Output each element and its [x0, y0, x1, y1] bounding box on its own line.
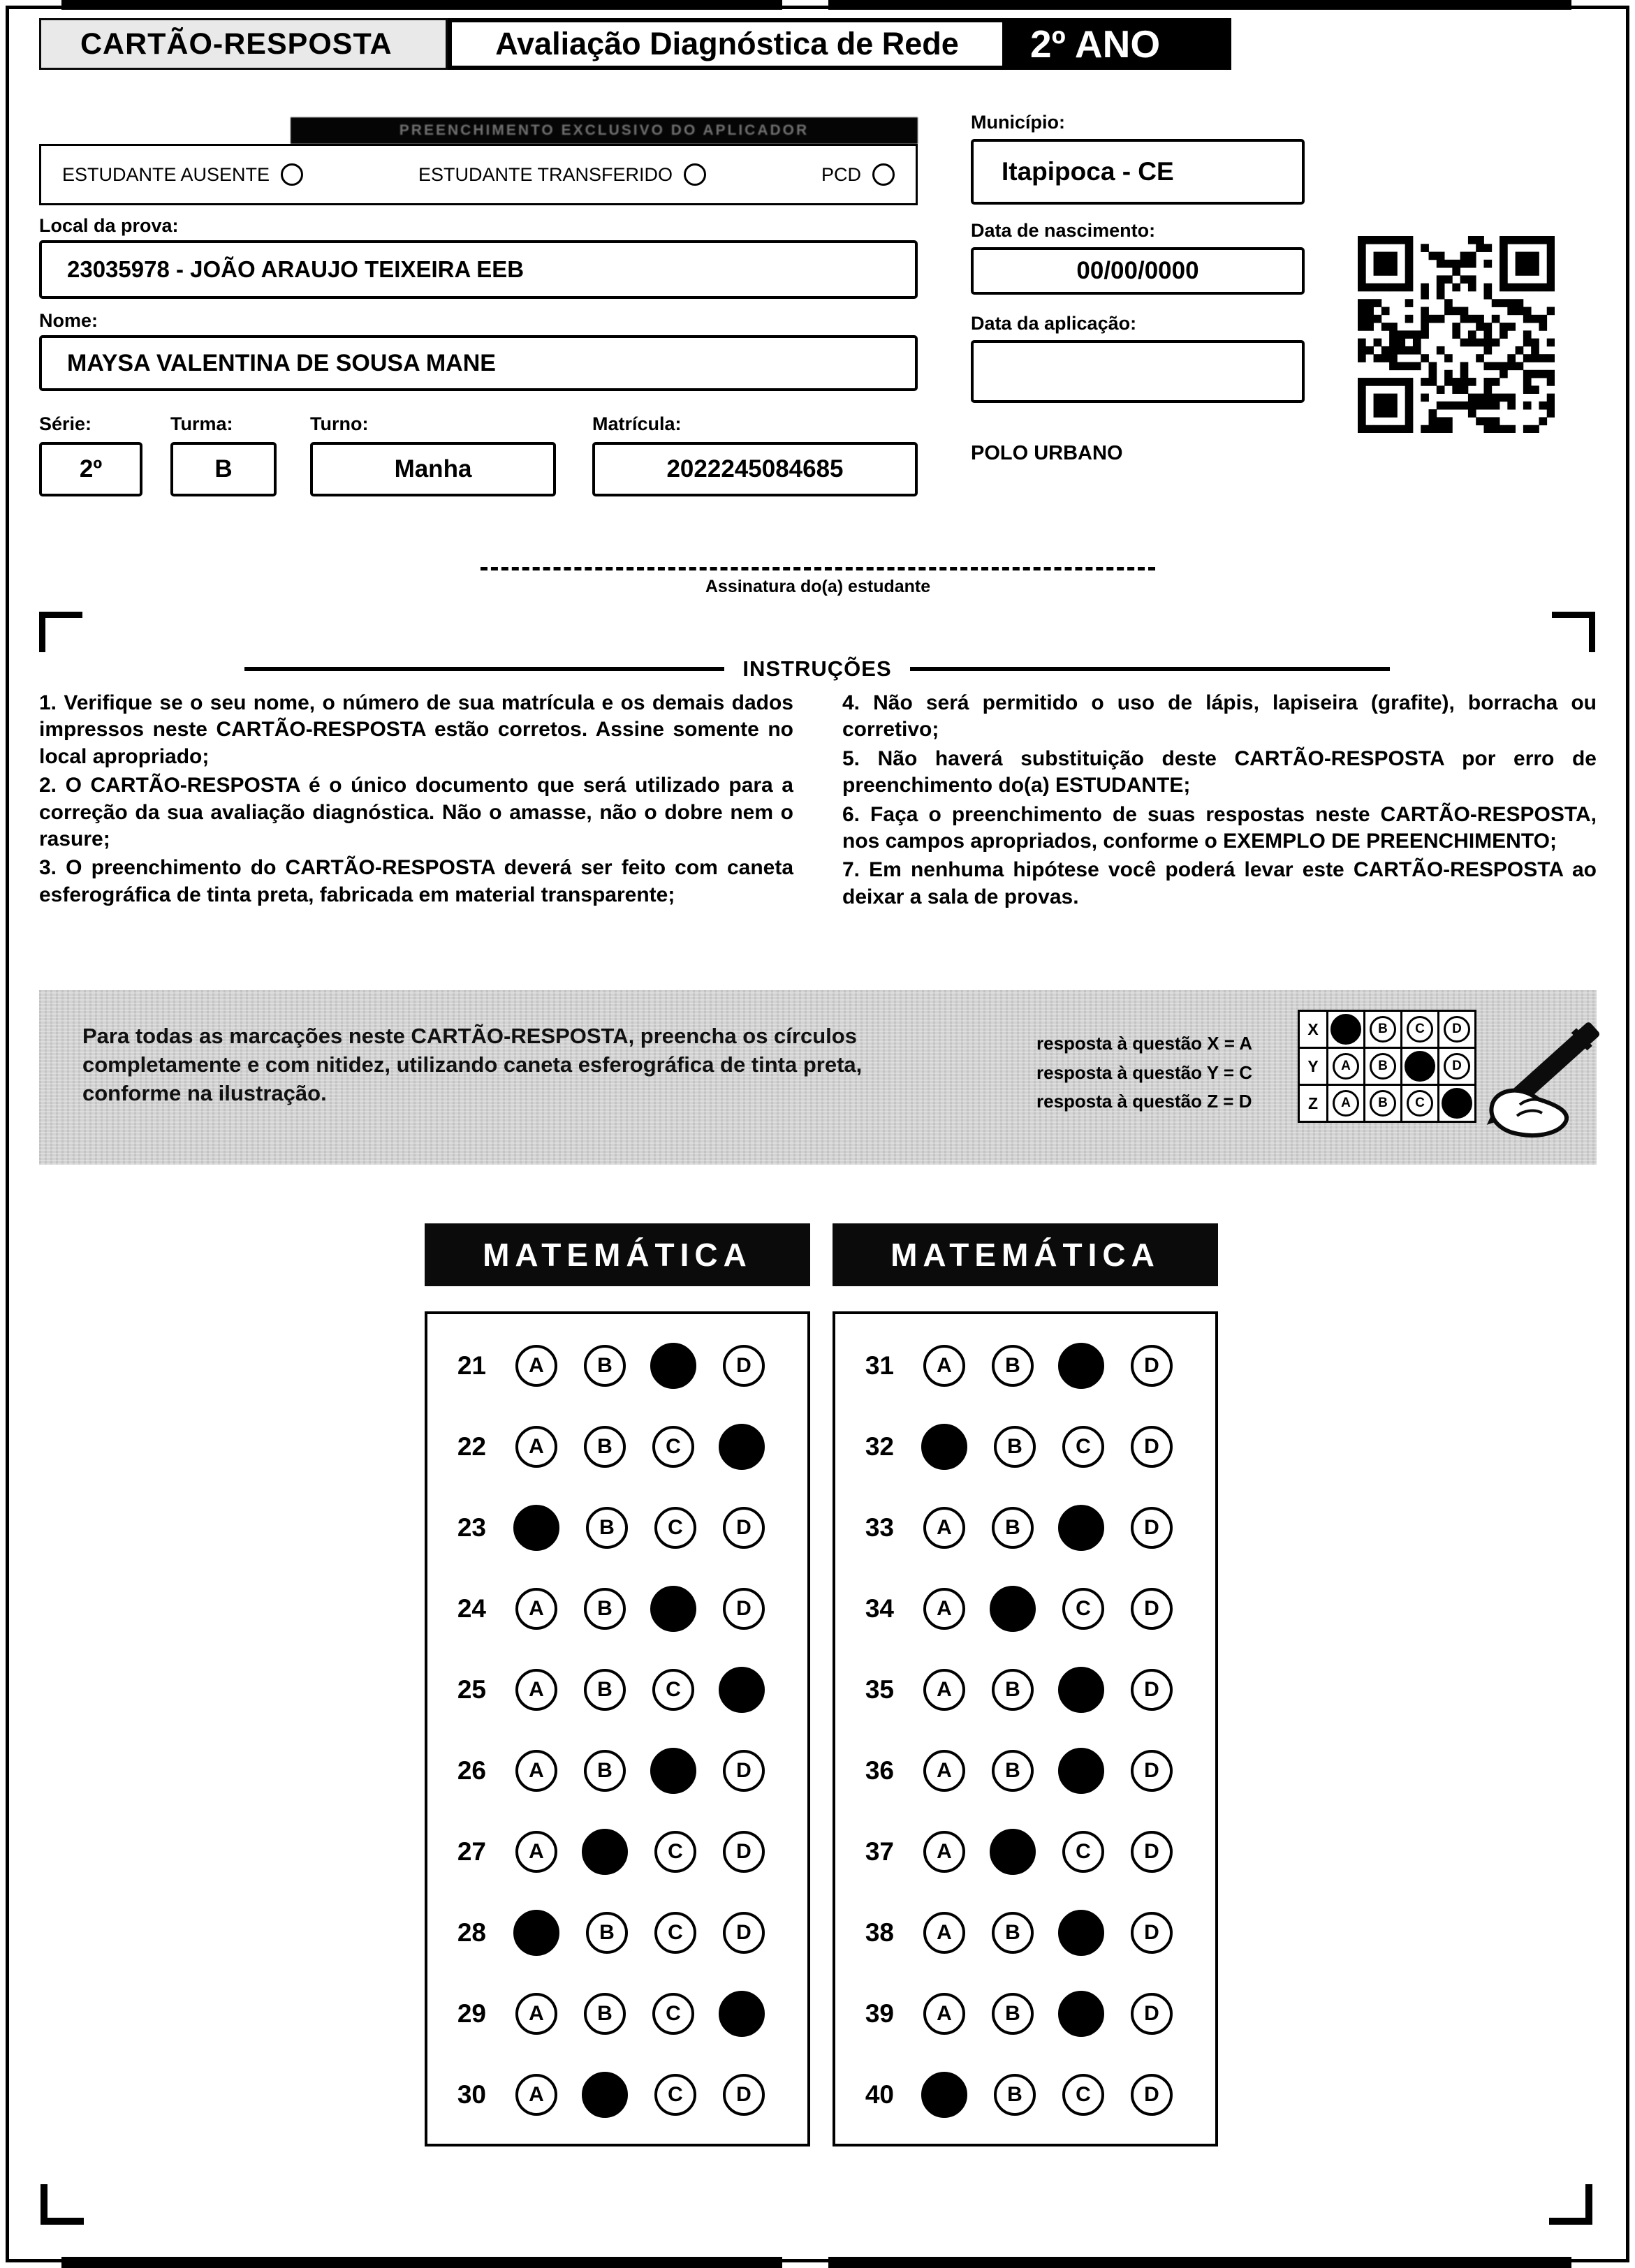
question-number: 32	[865, 1432, 894, 1461]
bubble-q30-b[interactable]	[582, 2072, 628, 2118]
instruction-item: 6. Faça o preenchimento de suas respostas neste CARTÃO-RESPOSTA, nos campos apropriados, conforme o EXEMPLO DE PREENCHIMENTO;	[842, 802, 1597, 853]
small-fields-row	[39, 413, 918, 504]
example-legend	[1036, 1029, 1252, 1117]
status-bubble-estudante-transferido[interactable]	[684, 163, 706, 186]
bubble-q24-d[interactable]: D	[723, 1588, 765, 1630]
question-row	[427, 2054, 807, 2135]
bubble-q34-b[interactable]	[990, 1586, 1036, 1632]
status-row	[39, 144, 918, 205]
bubble-q27-d[interactable]: D	[723, 1831, 765, 1873]
subject-bar-matematica-1: MATEMÁTICA	[425, 1223, 810, 1286]
bubble-q39-a[interactable]: A	[923, 1993, 965, 2035]
example-band	[39, 990, 1597, 1165]
bubble-q32-b[interactable]: B	[994, 1426, 1036, 1468]
bubble-q22-b[interactable]: B	[584, 1426, 626, 1468]
bubble-q30-a[interactable]: A	[515, 2074, 557, 2116]
instructions-header	[244, 656, 1390, 682]
question-row	[835, 1892, 1215, 1973]
status-option-estudante-ausente	[62, 163, 303, 186]
corner-bracket-top-right	[1552, 612, 1595, 652]
turma-label: Turma:	[170, 413, 233, 434]
bubble-q33-a[interactable]: A	[923, 1507, 965, 1549]
question-number: 22	[457, 1432, 486, 1461]
example-grid-row	[1298, 1010, 1476, 1049]
question-row	[427, 1568, 807, 1649]
bubble-q24-b[interactable]: B	[584, 1588, 626, 1630]
example-grid	[1298, 1010, 1476, 1123]
turma-value: B	[170, 442, 277, 496]
question-row	[835, 2054, 1215, 2135]
example-grid-cell	[1363, 1047, 1402, 1086]
bubble-q35-a[interactable]: A	[923, 1669, 965, 1711]
example-legend-line: resposta à questão Y = C	[1036, 1061, 1253, 1083]
question-row	[427, 1973, 807, 2054]
bubble-q37-c[interactable]: C	[1062, 1831, 1104, 1873]
example-bubble-c: C	[1407, 1016, 1433, 1043]
example-grid-row	[1298, 1047, 1476, 1086]
municipio-label: Município:	[971, 112, 1065, 133]
bubble-q27-a[interactable]: A	[515, 1831, 557, 1873]
instruction-item: 5. Não haverá substituição deste CARTÃO-RESPOSTA por erro de preenchimento do(a) ESTUDANTE;	[842, 746, 1597, 797]
bubble-q22-d[interactable]	[719, 1424, 765, 1470]
bubble-q34-d[interactable]: D	[1131, 1588, 1173, 1630]
question-number: 34	[865, 1594, 894, 1623]
qr-code	[1358, 236, 1555, 433]
question-row	[427, 1487, 807, 1568]
bubble-q21-d[interactable]: D	[723, 1345, 765, 1387]
bubble-q29-d[interactable]	[719, 1991, 765, 2037]
matricula-label: Matrícula:	[592, 413, 682, 434]
data-nascimento-label: Data de nascimento:	[971, 220, 1156, 241]
example-bubble-d: D	[1444, 1016, 1470, 1043]
bubble-q36-c[interactable]	[1058, 1748, 1104, 1794]
status-option-estudante-transferido	[418, 163, 706, 186]
example-grid-cell	[1326, 1010, 1365, 1049]
bubble-q21-c[interactable]	[650, 1343, 696, 1389]
bubble-q31-d[interactable]: D	[1131, 1345, 1173, 1387]
bubble-q29-c[interactable]: C	[652, 1993, 694, 2035]
nome-value: MAYSA VALENTINA DE SOUSA MANE	[39, 335, 918, 391]
bubble-q23-c[interactable]: C	[654, 1507, 696, 1549]
instruction-item: 3. O preenchimento do CARTÃO-RESPOSTA deverá ser feito com caneta esferográfica de tinta preta, fabricada em material transparente;	[39, 856, 793, 906]
signature-line[interactable]	[481, 567, 1155, 570]
question-number: 40	[865, 2080, 894, 2109]
question-number: 31	[865, 1351, 894, 1380]
local-da-prova-label: Local da prova:	[39, 215, 179, 236]
instruction-item: 1. Verifique se o seu nome, o número de sua matrícula e os demais dados impressos neste CARTÃO-RESPOSTA estão corretos. Assine somente no local apropriado;	[39, 691, 793, 768]
example-bubble-a: A	[1333, 1090, 1359, 1117]
question-number: 37	[865, 1837, 894, 1866]
bubble-q39-b[interactable]: B	[992, 1993, 1034, 2035]
instruction-item: 2. O CARTÃO-RESPOSTA é o único documento que será utilizado para a correção da sua avaliação diagnóstica. Não o amasse, não o dobre nem o rasure;	[39, 774, 793, 850]
bubble-q39-d[interactable]: D	[1131, 1993, 1173, 2035]
question-number: 27	[457, 1837, 486, 1866]
bubble-q26-c[interactable]	[650, 1748, 696, 1794]
status-option-label: PCD	[821, 163, 861, 185]
data-nascimento-value: 00/00/0000	[971, 247, 1305, 295]
example-row-label: X	[1298, 1010, 1328, 1049]
bubble-q32-a[interactable]	[921, 1424, 967, 1470]
registration-mark-top-left	[61, 0, 782, 10]
question-row	[427, 1325, 807, 1406]
bubble-q35-c[interactable]	[1058, 1667, 1104, 1713]
instructions-title: INSTRUÇÕES	[742, 656, 892, 681]
bubble-q33-b[interactable]: B	[992, 1507, 1034, 1549]
example-bubble-b: B	[1370, 1016, 1396, 1043]
bubble-q28-d[interactable]: D	[723, 1912, 765, 1954]
nome-label: Nome:	[39, 310, 98, 331]
example-row-label: Y	[1298, 1047, 1328, 1086]
polo-label: POLO URBANO	[971, 442, 1123, 464]
bubble-q24-c[interactable]	[650, 1586, 696, 1632]
status-option-pcd	[821, 163, 895, 186]
status-option-label: ESTUDANTE TRANSFERIDO	[418, 163, 673, 185]
serie-field	[39, 413, 142, 496]
turno-field	[310, 413, 556, 496]
example-row-label: Z	[1298, 1084, 1328, 1123]
bubble-q37-b[interactable]	[990, 1829, 1036, 1875]
bubble-q29-a[interactable]: A	[515, 1993, 557, 2035]
question-row	[427, 1730, 807, 1811]
example-grid-cell	[1326, 1047, 1365, 1086]
subject-bar-matematica-2: MATEMÁTICA	[833, 1223, 1218, 1286]
bubble-q32-d[interactable]: D	[1131, 1426, 1173, 1468]
question-number: 30	[457, 2080, 486, 2109]
question-number: 26	[457, 1756, 486, 1785]
bubble-q29-b[interactable]: B	[584, 1993, 626, 2035]
corner-bracket-bottom-left	[41, 2184, 84, 2225]
bubble-q36-b[interactable]: B	[992, 1750, 1034, 1792]
example-legend-line: resposta à questão X = A	[1036, 1033, 1252, 1054]
serie-value: 2º	[39, 442, 142, 496]
example-bubble-a: A	[1333, 1053, 1359, 1080]
instructions-body	[39, 690, 1597, 913]
answer-section-2	[833, 1311, 1218, 2146]
example-bubble-a	[1330, 1014, 1361, 1045]
bubble-q38-a[interactable]: A	[923, 1912, 965, 1954]
example-bubble-c	[1405, 1051, 1435, 1082]
status-bubble-estudante-ausente[interactable]	[281, 163, 303, 186]
question-row	[835, 1811, 1215, 1892]
corner-bracket-top-left	[39, 612, 82, 652]
bubble-q27-b[interactable]	[582, 1829, 628, 1875]
example-bubble-d: D	[1444, 1053, 1470, 1080]
status-bubble-pcd[interactable]	[872, 163, 895, 186]
bubble-q26-d[interactable]: D	[723, 1750, 765, 1792]
data-aplicacao-value	[971, 340, 1305, 403]
bubble-q23-a[interactable]	[513, 1505, 559, 1551]
example-legend-line: resposta à questão Z = D	[1036, 1091, 1252, 1112]
instruction-item: 4. Não será permitido o uso de lápis, lapiseira (grafite), borracha ou corretivo;	[842, 691, 1597, 742]
bubble-q26-a[interactable]: A	[515, 1750, 557, 1792]
bubble-q38-d[interactable]: D	[1131, 1912, 1173, 1954]
municipio-value: Itapipoca - CE	[971, 139, 1305, 205]
bubble-q35-d[interactable]: D	[1131, 1669, 1173, 1711]
question-number: 23	[457, 1513, 486, 1542]
bubble-q33-d[interactable]: D	[1131, 1507, 1173, 1549]
example-grid-cell	[1363, 1010, 1402, 1049]
bubble-q40-c[interactable]: C	[1062, 2074, 1104, 2116]
registration-mark-bottom-left	[61, 2257, 782, 2268]
question-row	[835, 1649, 1215, 1730]
example-grid-cell	[1400, 1084, 1439, 1123]
bubble-q40-a[interactable]	[921, 2072, 967, 2118]
question-number: 28	[457, 1918, 486, 1947]
bubble-q27-c[interactable]: C	[654, 1831, 696, 1873]
bubble-q40-b[interactable]: B	[994, 2074, 1036, 2116]
bubble-q30-d[interactable]: D	[723, 2074, 765, 2116]
example-grid-cell	[1363, 1084, 1402, 1123]
bubble-q34-a[interactable]: A	[923, 1588, 965, 1630]
question-number: 21	[457, 1351, 486, 1380]
question-row	[427, 1649, 807, 1730]
bubble-q26-b[interactable]: B	[584, 1750, 626, 1792]
question-number: 36	[865, 1756, 894, 1785]
question-number: 33	[865, 1513, 894, 1542]
question-row	[835, 1325, 1215, 1406]
example-bubble-b: B	[1370, 1053, 1396, 1080]
bubble-q38-b[interactable]: B	[992, 1912, 1034, 1954]
bubble-q25-c[interactable]: C	[652, 1669, 694, 1711]
bubble-q36-d[interactable]: D	[1131, 1750, 1173, 1792]
question-number: 25	[457, 1675, 486, 1704]
local-da-prova-value: 23035978 - JOÃO ARAUJO TEIXEIRA EEB	[39, 240, 918, 299]
bubble-q37-d[interactable]: D	[1131, 1831, 1173, 1873]
bubble-q37-a[interactable]: A	[923, 1831, 965, 1873]
answer-section-1	[425, 1311, 810, 2146]
question-row	[835, 1973, 1215, 2054]
question-row	[427, 1811, 807, 1892]
bubble-q21-a[interactable]: A	[515, 1345, 557, 1387]
question-row	[835, 1730, 1215, 1811]
question-number: 24	[457, 1594, 486, 1623]
bubble-q21-b[interactable]: B	[584, 1345, 626, 1387]
turno-label: Turno:	[310, 413, 369, 434]
bubble-q40-d[interactable]: D	[1131, 2074, 1173, 2116]
question-row	[835, 1487, 1215, 1568]
bubble-q32-c[interactable]: C	[1062, 1426, 1104, 1468]
instructions-right	[842, 690, 1597, 913]
assessment-title: Avaliação Diagnóstica de Rede	[448, 18, 1006, 70]
turno-value: Manha	[310, 442, 556, 496]
exam-info-block	[971, 112, 1305, 465]
signature-label: Assinatura do(a) estudante	[705, 577, 931, 596]
corner-bracket-bottom-right	[1549, 2184, 1592, 2225]
bubble-q35-b[interactable]: B	[992, 1669, 1034, 1711]
page-title: CARTÃO-RESPOSTA	[39, 18, 448, 70]
question-row	[427, 1406, 807, 1487]
bubble-q39-c[interactable]	[1058, 1991, 1104, 2037]
hand-pen-illustration	[1456, 993, 1630, 1159]
applicator-strip: PREENCHIMENTO EXCLUSIVO DO APLICADOR	[291, 117, 918, 144]
registration-mark-top-right	[828, 0, 1571, 10]
bubble-q24-a[interactable]: A	[515, 1588, 557, 1630]
example-grid-cell	[1400, 1010, 1439, 1049]
bubble-q22-c[interactable]: C	[652, 1426, 694, 1468]
bubble-q31-c[interactable]	[1058, 1343, 1104, 1389]
instructions-rule-right	[910, 667, 1390, 671]
question-number: 38	[865, 1918, 894, 1947]
bubble-q30-c[interactable]: C	[654, 2074, 696, 2116]
instructions-left	[39, 690, 793, 913]
example-bubble-b: B	[1370, 1090, 1396, 1117]
question-row	[835, 1568, 1215, 1649]
question-number: 39	[865, 1999, 894, 2028]
student-info-block	[39, 117, 918, 508]
turma-field	[170, 413, 277, 496]
matricula-value: 2022245084685	[592, 442, 918, 496]
bubble-q25-b[interactable]: B	[584, 1669, 626, 1711]
hand-shape	[1491, 1091, 1567, 1135]
bubble-q28-c[interactable]: C	[654, 1912, 696, 1954]
question-number: 29	[457, 1999, 486, 2028]
bubble-q36-a[interactable]: A	[923, 1750, 965, 1792]
grade-badge: 2º ANO	[1006, 18, 1231, 70]
registration-mark-bottom-right	[828, 2257, 1571, 2268]
serie-label: Série:	[39, 413, 92, 434]
example-bubble-c: C	[1407, 1090, 1433, 1117]
bubble-q23-b[interactable]: B	[586, 1507, 628, 1549]
bubble-q22-a[interactable]: A	[515, 1426, 557, 1468]
bubble-q31-b[interactable]: B	[992, 1345, 1034, 1387]
example-grid-row	[1298, 1084, 1476, 1123]
bubble-q23-d[interactable]: D	[723, 1507, 765, 1549]
status-option-label: ESTUDANTE AUSENTE	[62, 163, 270, 185]
bubble-q25-a[interactable]: A	[515, 1669, 557, 1711]
bubble-q25-d[interactable]	[719, 1667, 765, 1713]
bubble-q28-a[interactable]	[513, 1910, 559, 1956]
instruction-item: 7. Em nenhuma hipótese você poderá levar este CARTÃO-RESPOSTA ao deixar a sala de provas.	[842, 858, 1597, 908]
bubble-q28-b[interactable]: B	[586, 1912, 628, 1954]
bubble-q34-c[interactable]: C	[1062, 1588, 1104, 1630]
data-aplicacao-label: Data da aplicação:	[971, 313, 1137, 334]
bubble-q33-c[interactable]	[1058, 1505, 1104, 1551]
example-text: Para todas as marcações neste CARTÃO-RESPOSTA, preencha os círculos completamente e com nitidez, utilizando caneta esferográfica de tinta preta, conforme na ilustração.	[82, 1024, 863, 1105]
bubble-q31-a[interactable]: A	[923, 1345, 965, 1387]
example-grid-cell	[1326, 1084, 1365, 1123]
bubble-q38-c[interactable]	[1058, 1910, 1104, 1956]
header	[39, 18, 1231, 70]
question-row	[427, 1892, 807, 1973]
matricula-field	[592, 413, 918, 496]
question-row	[835, 1406, 1215, 1487]
instructions-rule-left	[244, 667, 724, 671]
question-number: 35	[865, 1675, 894, 1704]
example-grid-cell	[1400, 1047, 1439, 1086]
